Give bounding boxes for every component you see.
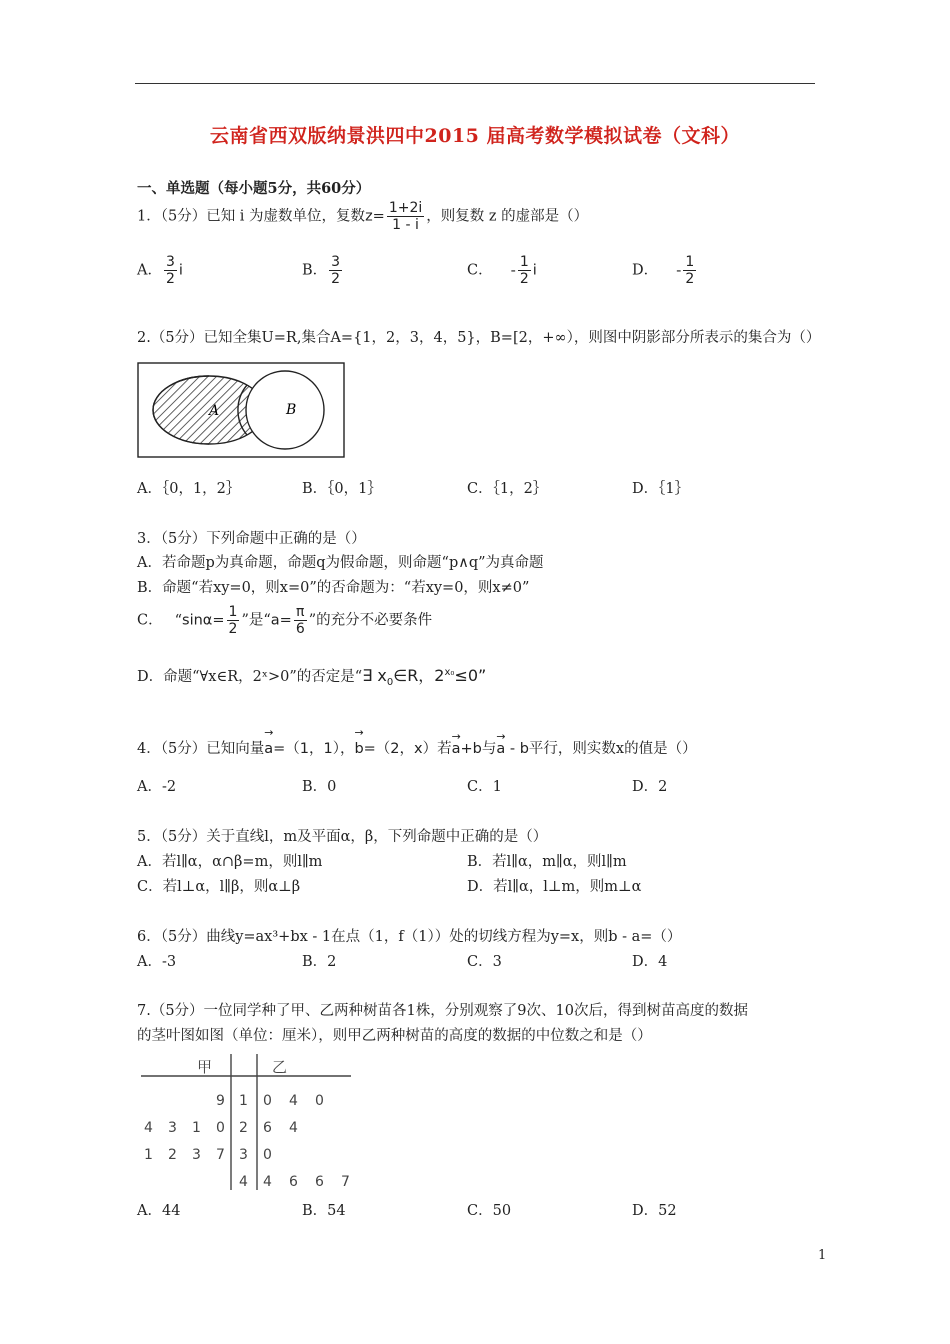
q3-option-b[interactable]: B．命题“若xy=0，则x=0”的否命题为：“若xy=0，则x≠0” (137, 580, 530, 596)
stem-leaf-stem: 1 (239, 1093, 248, 1109)
q7-stem-line1: 7.（5分）一位同学种了甲、乙两种树苗各1株，分别观察了9次、10次后，得到树苗高度的数据 (137, 1003, 748, 1019)
header-rule (135, 83, 815, 84)
q7-stem-line2: 的茎叶图如图（单位：厘米），则甲乙两种树苗的高度的数据的中位数之和是（） (137, 1028, 652, 1044)
q4-stem: 4．（5分）已知向量→ a=（1，1），→ b=（2，x）若→ a+b与→ a - b平行，则实数x的值是（） (137, 737, 697, 758)
q1-option-d[interactable]: D． - $\frac{1}{2}$ (632, 254, 695, 287)
stem-leaf-right-leaf: 6 (263, 1120, 272, 1136)
q4-option-b[interactable]: B．0 (302, 779, 337, 795)
stem-leaf-stem: 4 (239, 1174, 248, 1190)
q7-option-b[interactable]: B．54 (302, 1203, 346, 1219)
q6-option-d[interactable]: D．4 (632, 954, 668, 970)
q7-option-a[interactable]: A．44 (137, 1203, 181, 1219)
stem-leaf-stem: 3 (239, 1147, 248, 1163)
q7-option-d[interactable]: D．52 (632, 1203, 677, 1219)
stem-leaf-head-jia: 甲 (197, 1058, 213, 1076)
stem-leaf-right-leaf: 6 (315, 1174, 324, 1190)
stem-leaf-right-leaf: 0 (263, 1147, 272, 1163)
stem-leaf-head-yi: 乙 (272, 1058, 288, 1076)
q2-stem: 2.（5分）已知全集U=R,集合A={1，2，3，4，5}，B=[2，+∞），则图中阴影部分所表示的集合为（） (137, 330, 821, 346)
stem-leaf-left-leaf: 1 (192, 1120, 201, 1136)
q4-vector-b: → b=（2，x） (354, 737, 437, 758)
q3-stem: 3．（5分）下列命题中正确的是（） (137, 531, 366, 547)
stem-leaf-stem: 2 (239, 1120, 248, 1136)
stem-leaf-right-leaf: 0 (263, 1093, 272, 1109)
q5-option-c[interactable]: C．若l⊥α，l∥β，则α⊥β (137, 879, 301, 895)
stem-leaf-left-leaf: 9 (216, 1093, 225, 1109)
venn-label-a: A (209, 403, 220, 419)
stem-leaf-right-leaf: 0 (315, 1093, 324, 1109)
q4-option-d[interactable]: D．2 (632, 779, 668, 795)
stem-leaf-right-leaf: 4 (289, 1120, 298, 1136)
q3-option-a[interactable]: A．若命题p为真命题，命题q为假命题，则命题“p∧q”为真命题 (137, 555, 544, 571)
q1-option-b[interactable]: B． $\frac{3}{2}$ (302, 254, 341, 287)
q6-option-a[interactable]: A．-3 (137, 954, 177, 970)
stem-leaf-right-leaf: 4 (289, 1093, 298, 1109)
q4-option-a[interactable]: A．-2 (137, 779, 177, 795)
q7-option-c[interactable]: C．50 (467, 1203, 512, 1219)
stem-leaf-left-leaf: 3 (192, 1147, 201, 1163)
q5-option-a[interactable]: A．若l∥α，α∩β=m，则l∥m (137, 854, 323, 870)
q3-option-d[interactable]: D．命题“∀x∈R，2ˣ>0”的否定是“∃ $x_0\in R$，$2^{x_0}\le 0$” (137, 666, 487, 688)
q2-option-d[interactable]: D．｛1｝ (632, 481, 690, 497)
q1-z-fraction: $\frac{1+2i}{1 - i}$ (388, 200, 423, 233)
q2-option-a[interactable]: A．｛0，1，2｝ (137, 481, 241, 497)
q2-option-b[interactable]: B．｛0，1｝ (302, 481, 382, 497)
venn-set-b (246, 371, 324, 449)
q1-stem: 1．（5分）已知 i 为虚数单位，复数z= $\frac{1+2i}{1 - i}$ ，则复数 z 的虚部是（） (137, 200, 589, 233)
q5-option-b[interactable]: B．若l∥α，m∥α，则l∥m (467, 854, 627, 870)
stem-leaf-left-leaf: 2 (168, 1147, 177, 1163)
venn-label-b: B (286, 402, 297, 418)
q4-vector-a: → a=（1，1）， (264, 737, 354, 758)
q2-venn-diagram (137, 362, 346, 459)
stem-leaf-left-leaf: 7 (216, 1147, 225, 1163)
q6-stem: 6．（5分）曲线y=ax³+bx - 1在点（1，f（1））处的切线方程为y=x，则b - a=（） (137, 929, 682, 945)
stem-leaf-right-leaf: 7 (341, 1174, 350, 1190)
q1-option-c[interactable]: C． - $\frac{1}{2}$ i (467, 254, 537, 287)
stem-leaf-left-leaf: 4 (144, 1120, 153, 1136)
page-title: 云南省西双版纳景洪四中2015 届高考数学模拟试卷（文科） (210, 125, 740, 147)
stem-leaf-right-leaf: 6 (289, 1174, 298, 1190)
q5-stem: 5．（5分）关于直线l，m及平面α，β，下列命题中正确的是（） (137, 829, 548, 845)
section-heading: 一、单选题（每小题5分，共60分） (137, 180, 371, 197)
q6-option-b[interactable]: B．2 (302, 954, 337, 970)
stem-leaf-left-leaf: 3 (168, 1120, 177, 1136)
stem-leaf-left-leaf: 1 (144, 1147, 153, 1163)
q5-option-d[interactable]: D．若l∥α，l⊥m，则m⊥α (467, 879, 642, 895)
q4-option-c[interactable]: C．1 (467, 779, 502, 795)
q7-stem-leaf-plot (135, 1052, 355, 1192)
q6-option-c[interactable]: C．3 (467, 954, 502, 970)
stem-leaf-right-leaf: 4 (263, 1174, 272, 1190)
q1-option-a[interactable]: A． $\frac{3}{2}$ i (137, 254, 183, 287)
q3-option-c[interactable]: C． “sinα= $\frac{1}{2}$ ”是“a= $\frac{\pi}{6}$ ”的充分不必要条件 (137, 604, 433, 637)
page-number: 1 (818, 1248, 827, 1263)
stem-leaf-left-leaf: 0 (216, 1120, 225, 1136)
q2-option-c[interactable]: C．｛1，2｝ (467, 481, 548, 497)
